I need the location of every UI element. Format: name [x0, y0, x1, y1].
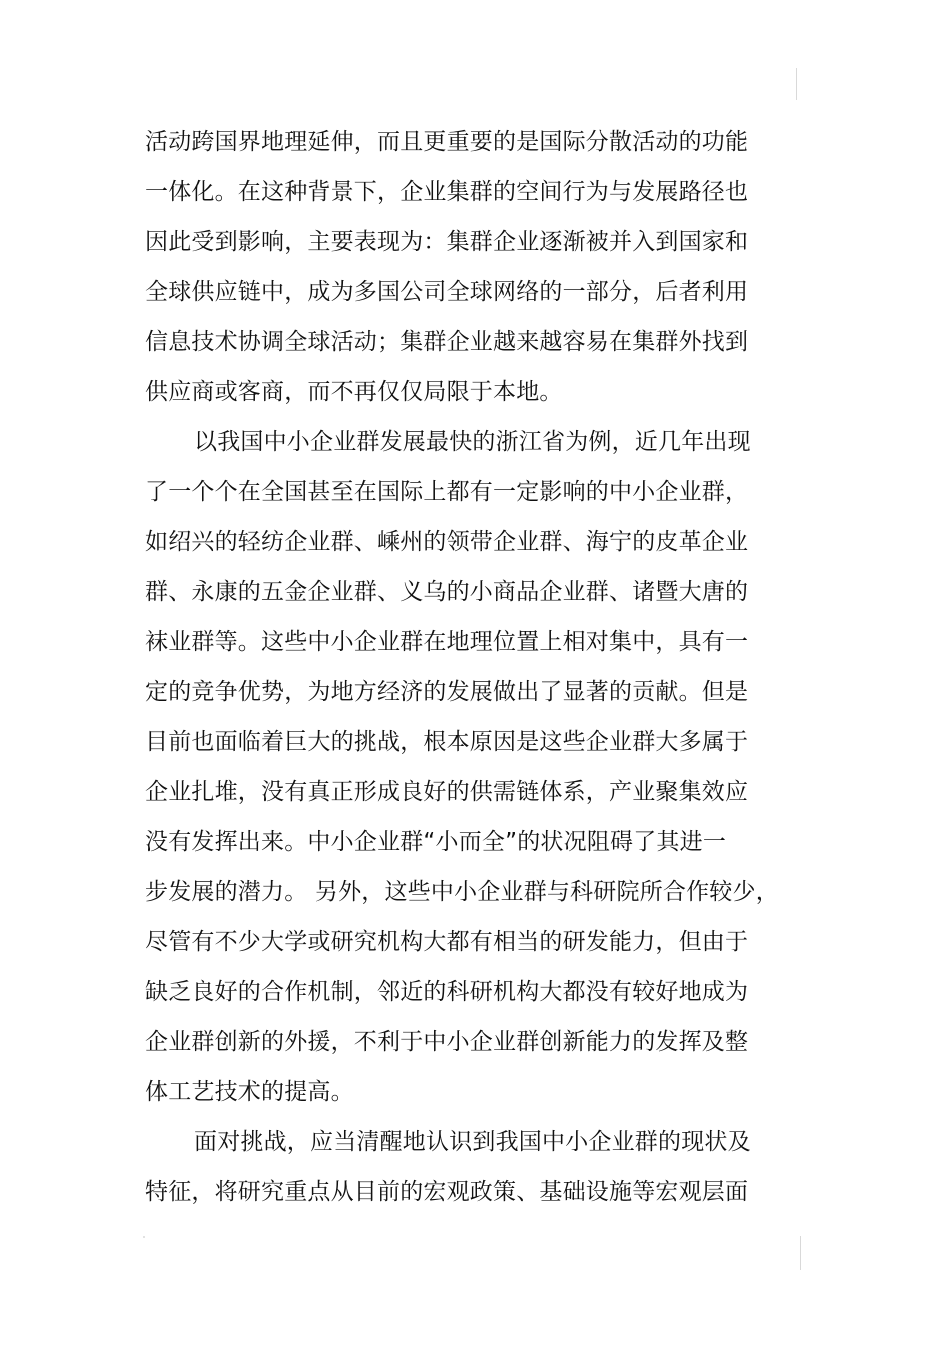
page-corner-mark: [143, 1236, 145, 1238]
text-line: 供应商或客商，而不再仅仅局限于本地。: [145, 379, 563, 405]
text-line: 步发展的潜力。 另外，这些中小企业群与科研院所合作较少，: [145, 879, 779, 905]
crop-mark-top: [796, 68, 797, 100]
text-line: 信息技术协调全球活动；集群企业越来越容易在集群外找到: [145, 329, 749, 355]
text-line: 因此受到影响，主要表现为：集群企业逐渐被并入到国家和: [145, 229, 749, 255]
text-line: 尽管有不少大学或研究机构大都有相当的研发能力，但由于: [145, 929, 749, 955]
text-line: 特征，将研究重点从目前的宏观政策、基础设施等宏观层面: [145, 1179, 749, 1205]
text-line: 缺乏良好的合作机制，邻近的科研机构大都没有较好地成为: [145, 979, 749, 1005]
text-line: 一体化。在这种背景下，企业集群的空间行为与发展路径也: [145, 179, 749, 205]
text-line: 目前也面临着巨大的挑战，根本原因是这些企业群大多属于: [145, 729, 749, 755]
text-line: 企业扎堆，没有真正形成良好的供需链体系，产业聚集效应: [145, 779, 749, 805]
text-line: 体工艺技术的提高。: [145, 1079, 354, 1105]
paragraph-start-line: 以我国中小企业群发展最快的浙江省为例，近几年出现: [194, 429, 751, 455]
text-line: 如绍兴的轻纺企业群、嵊州的领带企业群、海宁的皮革企业: [145, 529, 749, 555]
text-line: 定的竞争优势，为地方经济的发展做出了显著的贡献。但是: [145, 679, 749, 705]
text-line: 活动跨国界地理延伸，而且更重要的是国际分散活动的功能: [145, 129, 749, 155]
text-line: 没有发挥出来。中小企业群“小而全”的状况阻碍了其进一: [145, 829, 727, 855]
text-line: 全球供应链中，成为多国公司全球网络的一部分，后者利用: [145, 279, 749, 305]
crop-mark-bottom: [800, 1236, 801, 1270]
text-line: 袜业群等。这些中小企业群在地理位置上相对集中，具有一: [145, 629, 749, 655]
text-line: 了一个个在全国甚至在国际上都有一定影响的中小企业群，: [145, 479, 749, 505]
text-line: 群、永康的五金企业群、义乌的小商品企业群、诸暨大唐的: [145, 579, 749, 605]
text-line: 企业群创新的外援，不利于中小企业群创新能力的发挥及整: [145, 1029, 749, 1055]
paragraph-start-line: 面对挑战，应当清醒地认识到我国中小企业群的现状及: [194, 1129, 751, 1155]
body-text: [145, 117, 785, 1217]
